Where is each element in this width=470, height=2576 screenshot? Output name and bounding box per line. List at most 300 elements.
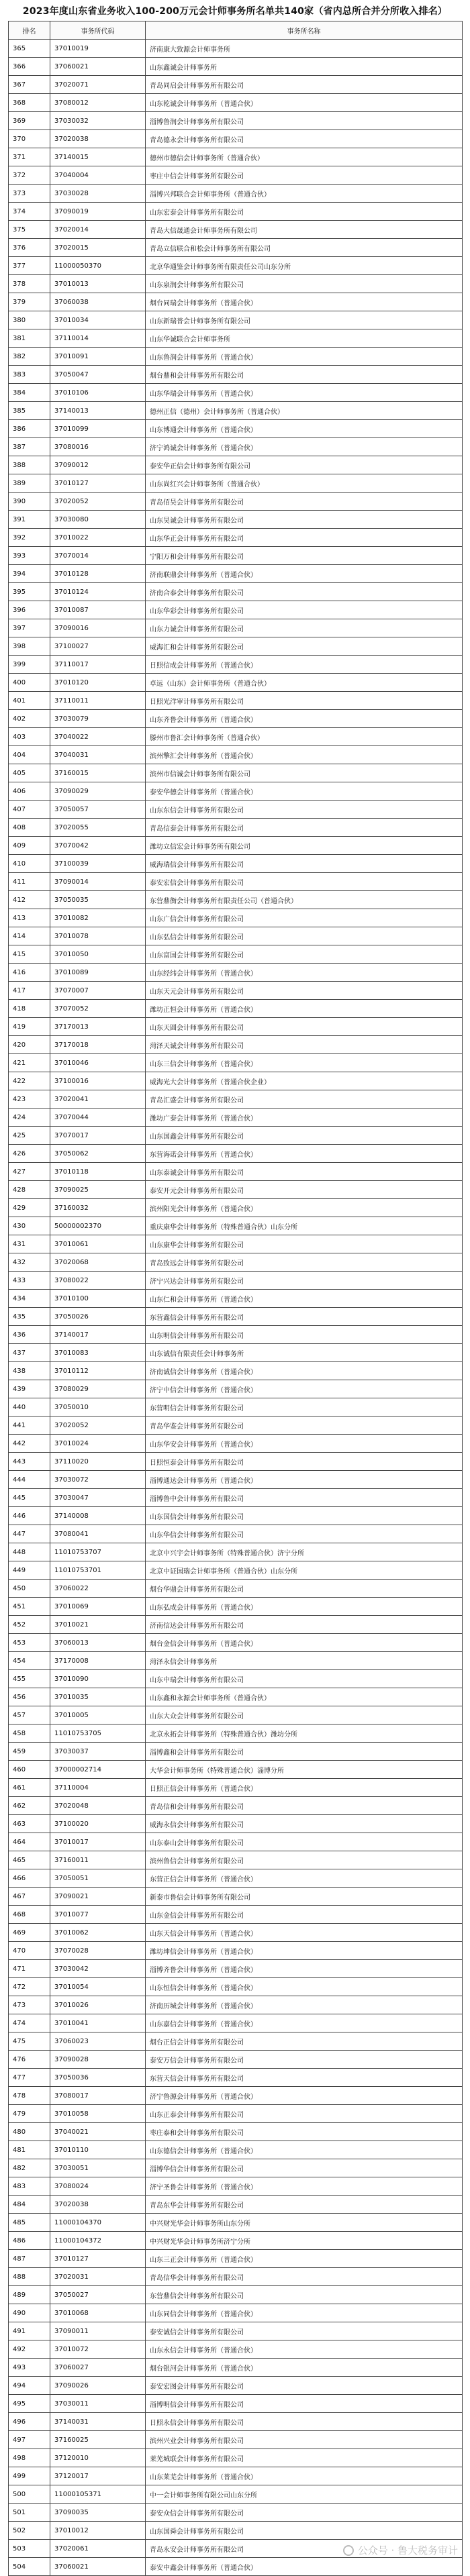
cell-firm-name: 青岛大信晟通会计师事务所有限公司 [146, 221, 463, 239]
cell-firm-name: 山东鲁润会计师事务所（普通合伙） [146, 348, 463, 366]
cell-firm-name: 山东永信会计师事务所（普通合伙） [146, 2340, 463, 2359]
cell-firm-code: 37040022 [50, 728, 146, 746]
table-row [9, 1761, 463, 1779]
cell-rank: 417 [9, 982, 50, 1000]
cell-rank: 465 [9, 1851, 50, 1869]
table-row [9, 1290, 463, 1308]
cell-rank: 390 [9, 493, 50, 511]
cell-rank: 408 [9, 819, 50, 837]
cell-rank: 453 [9, 1634, 50, 1652]
cell-rank: 418 [9, 1000, 50, 1018]
cell-firm-name: 青岛信和会计师事务所有限公司 [146, 1797, 463, 1815]
cell-firm-code: 37160032 [50, 1199, 146, 1217]
cell-rank: 433 [9, 1272, 50, 1290]
table-row [9, 1616, 463, 1634]
table-row [9, 311, 463, 329]
cell-firm-name: 重庆康华会计师事务所（特殊普通合伙）山东分所 [146, 1217, 463, 1235]
cell-rank: 387 [9, 438, 50, 456]
watermark [343, 2543, 458, 2557]
table-row [9, 1906, 463, 1924]
cell-firm-name: 威海汇和会计师事务所有限公司 [146, 637, 463, 656]
cell-rank: 475 [9, 2032, 50, 2051]
cell-firm-code: 37060038 [50, 293, 146, 311]
header-firm-name: 事务所名称 [146, 21, 463, 40]
cell-firm-code: 37050047 [50, 366, 146, 384]
table-row [9, 619, 463, 637]
table-row [9, 130, 463, 148]
table-row [9, 764, 463, 782]
table-row [9, 366, 463, 384]
cell-firm-name: 东营鼎信会计师事务所有限公司 [146, 2286, 463, 2304]
table-row [9, 547, 463, 565]
cell-rank: 437 [9, 1344, 50, 1362]
table-row [9, 1072, 463, 1090]
cell-firm-name: 泰安华正信会计师事务所有限公司 [146, 456, 463, 474]
cell-rank: 415 [9, 945, 50, 964]
cell-firm-name: 滨州兴业会计师事务所有限公司 [146, 2431, 463, 2449]
table-row [9, 692, 463, 710]
cell-firm-code: 37090026 [50, 2377, 146, 2395]
cell-rank: 494 [9, 2377, 50, 2395]
cell-firm-name: 山东昊诚会计师事务所有限公司 [146, 511, 463, 529]
table-row [9, 1743, 463, 1761]
table-row [9, 1036, 463, 1054]
cell-rank: 414 [9, 927, 50, 945]
table-row [9, 1797, 463, 1815]
table-row [9, 1561, 463, 1580]
table-row [9, 1253, 463, 1272]
cell-firm-code: 37020061 [50, 2540, 146, 2558]
cell-firm-name: 日照永信会计师事务所有限公司 [146, 2413, 463, 2431]
cell-rank: 403 [9, 728, 50, 746]
cell-rank: 424 [9, 1109, 50, 1127]
table-row [9, 2268, 463, 2286]
cell-rank: 440 [9, 1398, 50, 1416]
cell-firm-code: 37090029 [50, 782, 146, 801]
cell-rank: 377 [9, 257, 50, 275]
cell-rank: 391 [9, 511, 50, 529]
cell-firm-name: 泰安宏图会计师事务所有限公司 [146, 2377, 463, 2395]
cell-rank: 392 [9, 529, 50, 547]
cell-rank: 442 [9, 1435, 50, 1453]
cell-rank: 380 [9, 311, 50, 329]
cell-firm-name: 山东宏泰会计师事务所有限公司 [146, 203, 463, 221]
cell-firm-code: 37010041 [50, 2014, 146, 2032]
cell-firm-code: 37060023 [50, 2032, 146, 2051]
cell-firm-code: 37030028 [50, 185, 146, 203]
table-row [9, 474, 463, 493]
cell-firm-code: 37060022 [50, 1580, 146, 1598]
cell-firm-name: 山东华安会计师事务所（普通合伙） [146, 1435, 463, 1453]
cell-firm-code: 37080029 [50, 1380, 146, 1398]
table-row [9, 493, 463, 511]
document-title: 2023年度山东省业务收入100-200万元会计师事务所名单共140家（省内总所合并分所收入排名） [22, 5, 448, 17]
table-row [9, 1525, 463, 1543]
table-row [9, 1978, 463, 1996]
cell-firm-name: 东营正信会计师事务所（普通合伙） [146, 1869, 463, 1888]
cell-firm-code: 37160011 [50, 1851, 146, 1869]
cell-firm-code: 37010128 [50, 565, 146, 583]
cell-firm-code: 37030032 [50, 112, 146, 130]
table-row [9, 1543, 463, 1561]
table-row [9, 909, 463, 927]
cell-firm-code: 37030011 [50, 2395, 146, 2413]
cell-rank: 423 [9, 1090, 50, 1109]
cell-firm-name: 潍坊正恒会计师事务所（普通合伙） [146, 1000, 463, 1018]
cell-firm-name: 潍坊立信宏会计师事务所有限公司 [146, 837, 463, 855]
cell-firm-code: 37090016 [50, 619, 146, 637]
cell-rank: 368 [9, 94, 50, 112]
cell-rank: 500 [9, 2485, 50, 2504]
cell-firm-name: 德州市德信会计师事务所（普通合伙） [146, 148, 463, 166]
cell-firm-name: 泰安华德会计师事务所（普通合伙） [146, 782, 463, 801]
cell-firm-name: 山东天元会计师事务所有限公司 [146, 982, 463, 1000]
cell-firm-name: 山东广信会计师事务所有限公司 [146, 909, 463, 927]
cell-firm-code: 37100020 [50, 1815, 146, 1833]
table-row [9, 76, 463, 94]
table-row [9, 1398, 463, 1416]
cell-rank: 493 [9, 2359, 50, 2377]
cell-rank: 402 [9, 710, 50, 728]
cell-rank: 459 [9, 1743, 50, 1761]
cell-rank: 375 [9, 221, 50, 239]
cell-rank: 478 [9, 2087, 50, 2105]
cell-firm-code: 37090014 [50, 873, 146, 891]
table-row [9, 2467, 463, 2485]
cell-firm-name: 滨州阳光会计师事务所（普通合伙） [146, 1199, 463, 1217]
cell-firm-name: 东营鼎衡会计师事务所有限责任公司（普通合伙） [146, 891, 463, 909]
table-row [9, 402, 463, 420]
cell-rank: 432 [9, 1253, 50, 1272]
table-row [9, 2087, 463, 2105]
table-row [9, 873, 463, 891]
table-row [9, 58, 463, 76]
cell-firm-name: 山东泉润会计师事务所有限公司 [146, 275, 463, 293]
cell-firm-name: 山东弘成会计师事务所（普通合伙） [146, 1598, 463, 1616]
table-row [9, 782, 463, 801]
cell-firm-name: 中一会计师事务所有限公司山东分所 [146, 2485, 463, 2504]
table-row [9, 2196, 463, 2214]
cell-rank: 458 [9, 1724, 50, 1743]
cell-firm-name: 烟台鼎和会计师事务所有限公司 [146, 366, 463, 384]
cell-rank: 468 [9, 1906, 50, 1924]
cell-rank: 474 [9, 2014, 50, 2032]
cell-rank: 411 [9, 873, 50, 891]
cell-firm-name: 卓远（山东）会计师事务所（普通合伙） [146, 674, 463, 692]
cell-rank: 374 [9, 203, 50, 221]
table-row [9, 166, 463, 185]
cell-firm-code: 37080017 [50, 2087, 146, 2105]
cell-rank: 367 [9, 76, 50, 94]
cell-firm-name: 济南诚信会计师事务所（普通合伙） [146, 1362, 463, 1380]
table-row [9, 891, 463, 909]
table-row [9, 511, 463, 529]
table-row [9, 2286, 463, 2304]
cell-rank: 379 [9, 293, 50, 311]
cell-firm-code: 11010753701 [50, 1561, 146, 1580]
cell-firm-code: 11000105371 [50, 2485, 146, 2504]
cell-firm-name: 山东诚信有限责任会计师事务所 [146, 1344, 463, 1362]
cell-firm-code: 37020041 [50, 1090, 146, 1109]
table-row [9, 565, 463, 583]
cell-rank: 401 [9, 692, 50, 710]
cell-firm-code: 37010058 [50, 2105, 146, 2123]
cell-rank: 366 [9, 58, 50, 76]
table-row [9, 1272, 463, 1290]
cell-firm-code: 37010062 [50, 1924, 146, 1942]
cell-firm-name: 北京华通鉴会计师事务所有限责任公司山东分所 [146, 257, 463, 275]
cell-rank: 502 [9, 2522, 50, 2540]
cell-firm-code: 37090035 [50, 2504, 146, 2522]
cell-rank: 412 [9, 891, 50, 909]
cell-rank: 383 [9, 366, 50, 384]
cell-rank: 464 [9, 1833, 50, 1851]
cell-firm-code: 37010072 [50, 2340, 146, 2359]
cell-firm-name: 山东富国会计师事务所有限公司 [146, 945, 463, 964]
cell-firm-name: 烟台金信会计师事务所（普通合伙） [146, 1634, 463, 1652]
cell-firm-code: 37010082 [50, 909, 146, 927]
cell-firm-code: 37030079 [50, 710, 146, 728]
cell-rank: 431 [9, 1235, 50, 1253]
cell-rank: 490 [9, 2304, 50, 2322]
cell-firm-name: 山东嘉信会计师事务所（普通合伙） [146, 2014, 463, 2032]
cell-rank: 486 [9, 2232, 50, 2250]
cell-rank: 381 [9, 329, 50, 348]
table-row [9, 1326, 463, 1344]
cell-firm-name: 烟台华鼎会计师事务所有限公司 [146, 1580, 463, 1598]
cell-firm-name: 山东东信会计师事务所有限公司 [146, 801, 463, 819]
cell-rank: 457 [9, 1706, 50, 1724]
table-row [9, 2340, 463, 2359]
table-row [9, 945, 463, 964]
table-row [9, 637, 463, 656]
cell-firm-code: 11000104372 [50, 2232, 146, 2250]
cell-firm-name: 山东同信会计师事务所（普通合伙） [146, 2304, 463, 2322]
table-row [9, 656, 463, 674]
table-row [9, 1507, 463, 1525]
cell-rank: 407 [9, 801, 50, 819]
cell-firm-code: 37080024 [50, 2177, 146, 2196]
cell-firm-code: 50000002370 [50, 1217, 146, 1235]
cell-firm-code: 37010017 [50, 1833, 146, 1851]
cell-firm-code: 37120010 [50, 2449, 146, 2467]
cell-firm-name: 北京永拓会计师事务所（特殊普通合伙）潍坊分所 [146, 1724, 463, 1743]
cell-firm-code: 37010068 [50, 2304, 146, 2322]
table-row [9, 2413, 463, 2431]
cell-firm-code: 37020068 [50, 1253, 146, 1272]
table-row [9, 94, 463, 112]
table-row [9, 1688, 463, 1706]
cell-firm-name: 山东鑫诚会计师事务所 [146, 58, 463, 76]
cell-rank: 469 [9, 1924, 50, 1942]
cell-rank: 448 [9, 1543, 50, 1561]
cell-firm-code: 37010091 [50, 348, 146, 366]
cell-rank: 489 [9, 2286, 50, 2304]
cell-firm-code: 37010127 [50, 474, 146, 493]
cell-rank: 413 [9, 909, 50, 927]
cell-firm-code: 37140031 [50, 2413, 146, 2431]
cell-rank: 462 [9, 1797, 50, 1815]
cell-firm-name: 山东仁和会计师事务所（普通合伙） [146, 1290, 463, 1308]
cell-firm-name: 青岛同启会计师事务所有限公司 [146, 76, 463, 94]
cell-rank: 498 [9, 2449, 50, 2467]
cell-firm-code: 37010110 [50, 2141, 146, 2159]
table-row [9, 601, 463, 619]
cell-rank: 400 [9, 674, 50, 692]
cell-rank: 485 [9, 2214, 50, 2232]
cell-firm-name: 山东新瑞普会计师事务所有限公司 [146, 311, 463, 329]
table-row [9, 456, 463, 474]
table-row [9, 2232, 463, 2250]
cell-rank: 504 [9, 2558, 50, 2576]
cell-firm-name: 潍坊广泰会计师事务所（普通合伙） [146, 1109, 463, 1127]
cell-firm-name: 山东华诚联合会计师事务所 [146, 329, 463, 348]
cell-firm-code: 37050051 [50, 1869, 146, 1888]
cell-rank: 425 [9, 1127, 50, 1145]
cell-firm-code: 37030042 [50, 1960, 146, 1978]
table-row [9, 2322, 463, 2340]
cell-firm-code: 37140015 [50, 148, 146, 166]
table-row [9, 2051, 463, 2069]
cell-rank: 384 [9, 384, 50, 402]
cell-firm-code: 37070052 [50, 1000, 146, 1018]
table-row [9, 1181, 463, 1199]
table-row [9, 2522, 463, 2540]
table-row [9, 1163, 463, 1181]
cell-rank: 467 [9, 1888, 50, 1906]
table-row [9, 1779, 463, 1797]
cell-firm-code: 37010100 [50, 1290, 146, 1308]
cell-firm-code: 37020014 [50, 221, 146, 239]
cell-firm-name: 济南联鼎会计师事务所（普通合伙） [146, 565, 463, 583]
table-row [9, 927, 463, 945]
cell-rank: 466 [9, 1869, 50, 1888]
cell-rank: 422 [9, 1072, 50, 1090]
cell-rank: 445 [9, 1489, 50, 1507]
cell-firm-code: 37010035 [50, 1688, 146, 1706]
cell-firm-name: 山东金信会计师事务所有限公司 [146, 1906, 463, 1924]
cell-firm-name: 青岛致远会计师事务所有限公司 [146, 1253, 463, 1272]
cell-rank: 444 [9, 1471, 50, 1489]
cell-rank: 426 [9, 1145, 50, 1163]
cell-firm-code: 37170013 [50, 1018, 146, 1036]
table-row [9, 384, 463, 402]
cell-rank: 405 [9, 764, 50, 782]
cell-firm-name: 菏泽天诚会计师事务所有限公司 [146, 1036, 463, 1054]
cell-firm-name: 山东明信会计师事务所有限公司 [146, 1326, 463, 1344]
cell-firm-code: 37030047 [50, 1489, 146, 1507]
table-row [9, 837, 463, 855]
cell-firm-code: 11010753705 [50, 1724, 146, 1743]
cell-firm-code: 37070007 [50, 982, 146, 1000]
table-row [9, 2141, 463, 2159]
cell-firm-name: 山东博通会计师事务所（普通合伙） [146, 420, 463, 438]
cell-rank: 455 [9, 1670, 50, 1688]
cell-firm-code: 37010024 [50, 1435, 146, 1453]
cell-firm-code: 37100016 [50, 1072, 146, 1090]
cell-rank: 435 [9, 1308, 50, 1326]
cell-firm-name: 山东恒信会计师事务所（普通合伙） [146, 1978, 463, 1996]
cell-firm-code: 11000104370 [50, 2214, 146, 2232]
cell-rank: 373 [9, 185, 50, 203]
cell-rank: 501 [9, 2504, 50, 2522]
cell-firm-name: 山东国鑫会计师事务所有限公司 [146, 1127, 463, 1145]
table-row [9, 1054, 463, 1072]
cell-firm-name: 淄博齐鲁会计师事务所（普通合伙） [146, 1960, 463, 1978]
cell-firm-code: 37010026 [50, 1996, 146, 2014]
cell-rank: 443 [9, 1453, 50, 1471]
cell-firm-code: 37110014 [50, 329, 146, 348]
cell-firm-code: 37010112 [50, 1362, 146, 1380]
table-row [9, 2377, 463, 2395]
cell-firm-code: 37020031 [50, 2268, 146, 2286]
table-row [9, 1109, 463, 1127]
cell-firm-name: 威海光大会计师事务所（普通合伙企业） [146, 1072, 463, 1090]
cell-rank: 492 [9, 2340, 50, 2359]
firm-ranking-table [8, 21, 463, 2576]
cell-firm-code: 37010022 [50, 529, 146, 547]
cell-rank: 429 [9, 1199, 50, 1217]
cell-firm-code: 11000050370 [50, 257, 146, 275]
table-row [9, 1199, 463, 1217]
cell-rank: 487 [9, 2250, 50, 2268]
table-row [9, 1145, 463, 1163]
cell-firm-name: 山东大众会计师事务所有限公司 [146, 1706, 463, 1724]
cell-firm-name: 泰安中鑫会计师事务所（普通合伙） [146, 2558, 463, 2576]
cell-firm-name: 青岛佰昊会计师事务所有限公司 [146, 493, 463, 511]
cell-firm-code: 37020055 [50, 819, 146, 837]
table-row [9, 239, 463, 257]
cell-firm-code: 37050026 [50, 1308, 146, 1326]
cell-firm-name: 枣庄中信会计师事务所有限公司 [146, 166, 463, 185]
cell-firm-code: 37010124 [50, 583, 146, 601]
cell-firm-name: 山东乾诚会计师事务所（普通合伙） [146, 94, 463, 112]
cell-rank: 369 [9, 112, 50, 130]
cell-firm-name: 山东华瑞会计师事务所（普通合伙） [146, 384, 463, 402]
cell-rank: 399 [9, 656, 50, 674]
table-row [9, 1580, 463, 1598]
cell-firm-name: 威海永信会计师事务所有限公司 [146, 1815, 463, 1833]
cell-firm-code: 37060027 [50, 2359, 146, 2377]
cell-rank: 472 [9, 1978, 50, 1996]
cell-firm-code: 37020052 [50, 1416, 146, 1435]
cell-firm-name: 淄博兴邦联合会计师事务所（普通合伙） [146, 185, 463, 203]
cell-firm-code: 37010034 [50, 311, 146, 329]
cell-firm-code: 37010077 [50, 1906, 146, 1924]
cell-rank: 388 [9, 456, 50, 474]
cell-firm-name: 山东莱芜会计师事务所（普通合伙） [146, 2467, 463, 2485]
cell-firm-name: 滨州鲁信会计师事务所有限公司 [146, 1851, 463, 1869]
cell-firm-name: 青岛华鉴会计师事务所有限公司 [146, 1416, 463, 1435]
cell-firm-code: 37070017 [50, 1127, 146, 1145]
cell-firm-code: 37040004 [50, 166, 146, 185]
cell-firm-code: 37010083 [50, 1344, 146, 1362]
cell-firm-name: 济南合泰会计师事务所有限公司 [146, 583, 463, 601]
cell-rank: 376 [9, 239, 50, 257]
cell-firm-code: 11010753707 [50, 1543, 146, 1561]
cell-firm-name: 烟台同瑞会计师事务所（普通合伙） [146, 293, 463, 311]
cell-rank: 394 [9, 565, 50, 583]
cell-rank: 499 [9, 2467, 50, 2485]
table-row [9, 1598, 463, 1616]
cell-firm-code: 37030072 [50, 1471, 146, 1489]
cell-rank: 385 [9, 402, 50, 420]
cell-rank: 372 [9, 166, 50, 185]
cell-firm-code: 37070044 [50, 1109, 146, 1127]
table-row [9, 348, 463, 366]
cell-firm-name: 青岛立信联合和松会计师事务所有限公司 [146, 239, 463, 257]
header-rank: 排名 [9, 21, 50, 40]
